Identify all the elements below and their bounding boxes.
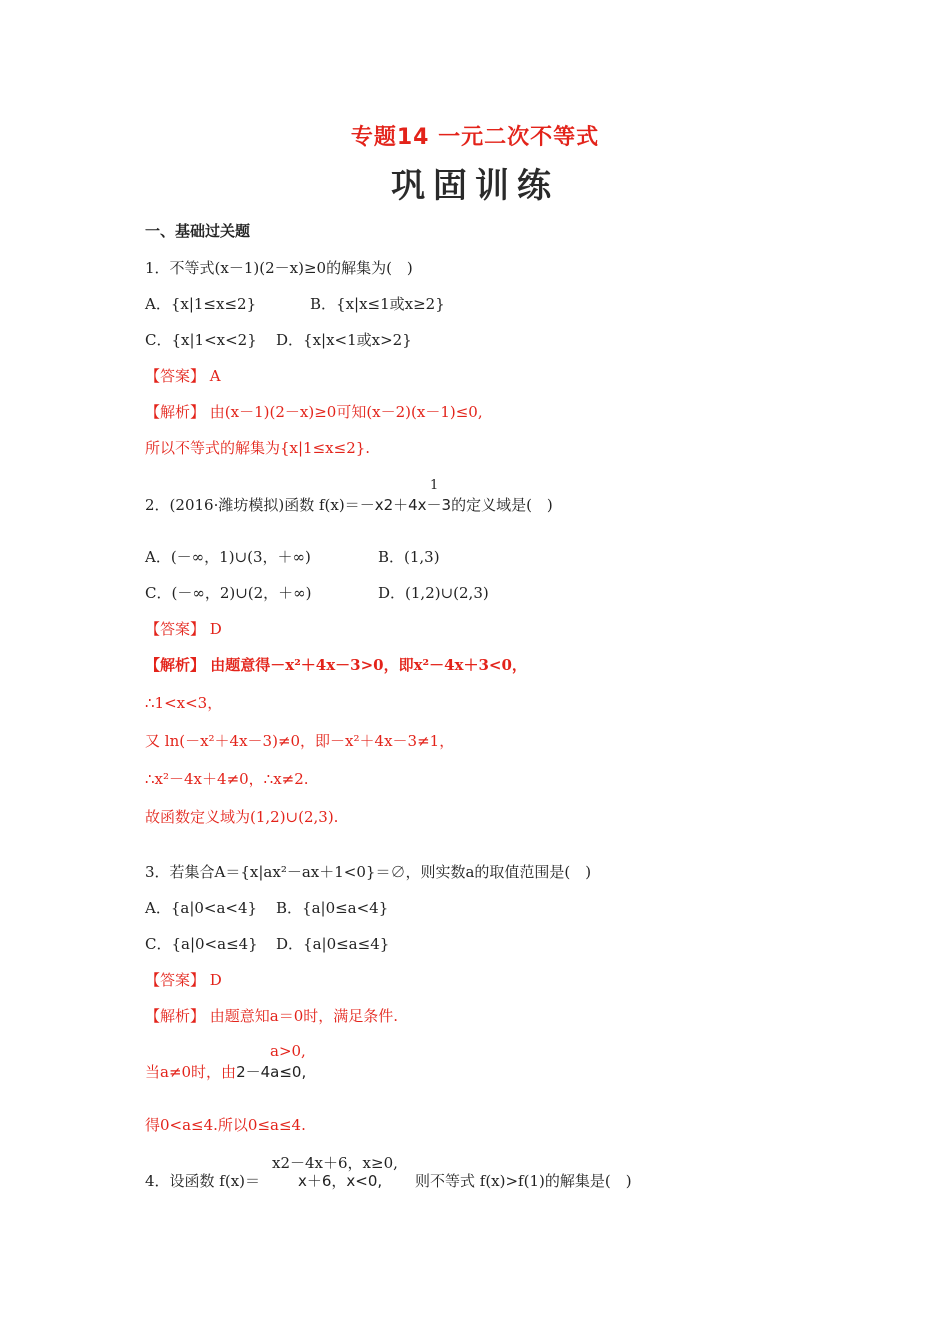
q3-case-top: a>0, [270,1042,306,1060]
banner-heading: 巩固训练 [391,166,559,206]
q3-analysis-line3: 得0<a≤4.所以0≤a≤4. [145,1116,306,1134]
q2-analysis-line5: 故函数定义域为(1,2)∪(2,3). [145,808,339,826]
q2-stem-suffix: 的定义域是( ) [451,496,553,514]
q2-stem [145,494,553,515]
q4-stem-prefix: 4．设函数 f(x)＝ [145,1172,261,1190]
analysis-tag: 【解析】 [145,1007,206,1025]
q2-option-b: B．(1,3) [378,548,440,566]
q4-stem-suffix: 则不等式 f(x)>f(1)的解集是( ) [415,1172,632,1190]
analysis-tag: 【解析】 [145,656,206,674]
q2-stem-expression: －x2＋4x－3 [359,496,452,514]
q3-option-b: B．{a|0≤a<4} [276,899,389,917]
q2-answer [145,618,222,639]
section-heading: 一、基础过关题 [145,222,251,240]
document-title: 专题14 一元二次不等式 [350,125,600,150]
q2-analysis-line4: ∴x²－4x＋4≠0，∴x≠2. [145,770,309,788]
q4-piecewise-bottom: x＋6，x<0, [298,1172,383,1190]
q2-analysis-line2: ∴1<x<3， [145,694,223,712]
q3-analysis [145,1005,398,1026]
q2-option-d: D．(1,2)∪(2,3) [378,584,489,602]
q1-option-a: A．{x|1≤x≤2} [145,295,257,313]
q3-answer [145,969,222,990]
q3-case-expression: 2－4a≤0, [236,1063,307,1081]
q1-option-b: B．{x|x≤1或x≥2} [310,295,445,313]
analysis-text: 由题意知a＝0时，满足条件. [209,1007,399,1025]
q3-stem: 3．若集合A＝{x|ax²－ax＋1<0}＝∅，则实数a的取值范围是( ) [145,863,592,881]
q2-fraction-numerator: 1 [430,478,439,493]
q3-case-prefix: 当a≠0时，由 [145,1063,237,1081]
answer-value: A [209,367,221,385]
q2-analysis [145,654,527,675]
answer-tag: 【答案】 [145,367,206,385]
q2-option-a: A．(－∞，1)∪(3，＋∞) [145,548,311,566]
q3-option-d: D．{a|0≤a≤4} [276,935,390,953]
answer-value: D [209,971,222,989]
q1-stem: 1．不等式(x－1)(2－x)≥0的解集为( ) [145,259,413,277]
q1-analysis-line2: 所以不等式的解集为{x|1≤x≤2}. [145,439,371,457]
q3-option-c: C．{a|0<a≤4} [145,935,258,953]
q4-piecewise-top: x2－4x＋6，x≥0, [272,1154,398,1172]
q1-option-d: D．{x|x<1或x>2} [276,331,412,349]
q1-answer [145,365,221,386]
q2-stem-prefix: 2．(2016·潍坊模拟)函数 f(x)＝ [145,496,360,514]
analysis-text: 由(x－1)(2－x)≥0可知(x－2)(x－1)≤0, [209,403,483,421]
q3-option-a: A．{a|0<a<4} [145,899,258,917]
answer-value: D [209,620,222,638]
q2-analysis-line3: 又 ln(－x²＋4x－3)≠0，即－x²＋4x－3≠1， [145,732,455,750]
q1-option-c: C．{x|1<x<2} [145,331,257,349]
q3-case-line [145,1061,306,1082]
analysis-tag: 【解析】 [145,403,206,421]
answer-tag: 【答案】 [145,971,206,989]
answer-tag: 【答案】 [145,620,206,638]
q2-option-c: C．(－∞，2)∪(2，＋∞) [145,584,312,602]
q1-analysis [145,401,483,422]
analysis-text: 由题意得－x²＋4x－3>0，即x²－4x＋3<0， [210,656,527,674]
